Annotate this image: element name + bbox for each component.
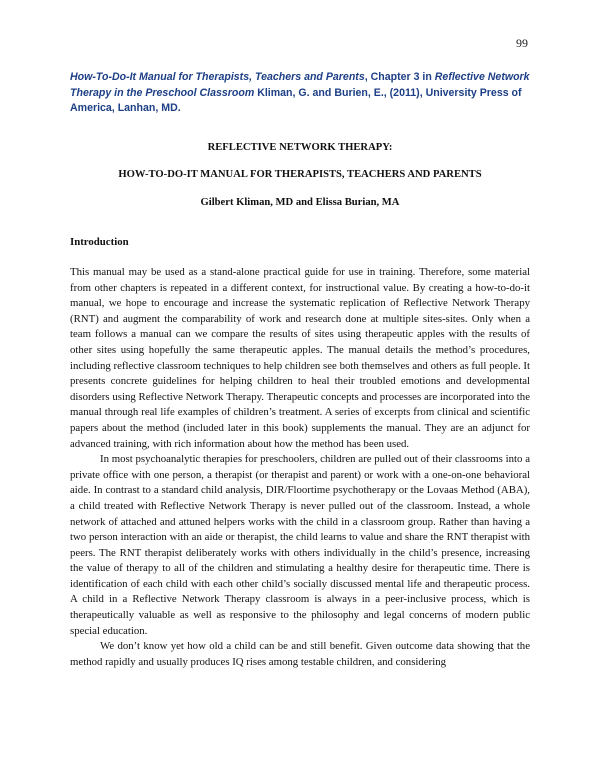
- authors: Gilbert Kliman, MD and Elissa Burian, MA: [200, 197, 400, 208]
- citation-chapter: , Chapter 3 in: [364, 71, 435, 83]
- title-line-2: HOW-TO-DO-IT MANUAL FOR THERAPISTS, TEACHERS AND PARENTS: [118, 169, 482, 180]
- citation-parent-book: Reflective Network Therapy in the Preschool Classroom: [70, 71, 530, 99]
- section-title: Introduction: [70, 236, 129, 248]
- paragraph-1: This manual may be used as a stand-alone practical guide for use in training. Therefore, some material from other chapters is repeated in a different context, for instructional value. By creating a how-to-do-it manual, we hope to encourage and increase the systematic replication of Reflective Network Therapy (RNT) and augment the comparability of work and research done at multiple sites-sites. Only when a team follows a manual can we compare the results of sites using therapeutic apples with the results of other sites using hopefully the same therapeutic apples. The manual details the method’s procedures, including reflective classroom techniques to help children see both themselves and others as full people. It presents concrete guidelines for helping children to heal their troubled emotions and developmental disorders using Reflective Network Therapy. Therapeutic concepts and processes are incorporated into the manual through real life examples of children’s treatment. A series of excerpts from clinical and scientific papers about the method (included later in this book) supplements the manual. They are an adjunct for advanced training, with rich information about how the method has been used.: [70, 266, 530, 450]
- paragraph-3: We don’t know yet how old a child can be and still benefit. Given outcome data showing that the method rapidly and usually produces IQ rises among testable children, and considering: [70, 640, 530, 668]
- title-line-1: REFLECTIVE NETWORK THERAPY:: [207, 142, 393, 153]
- citation-reference: Kliman, G. and Burien, E., (2011), University Press of America, Lanhan, MD.: [70, 86, 522, 114]
- page-number: 99: [516, 36, 528, 50]
- citation: [70, 70, 530, 117]
- body-text: [70, 265, 530, 670]
- citation-book-title: How-To-Do-It Manual for Therapists, Teachers and Parents: [70, 71, 365, 83]
- paragraph-2: In most psychoanalytic therapies for preschoolers, children are pulled out of their classrooms into a private office with one person, a therapist (or therapist and parent) or work with a one-on-one behavioral aide. In contrast to a standard child analysis, DIR/Floortime psychotherapy or the Lovaas Method (ABA), a child treated with Reflective Network Therapy is never pulled out of the classroom. Instead, a whole network of attached and attuned helpers works with the child in a classroom group. Rather than having a two person interaction with an aide or therapist, the child learns to value and share the RNT therapist with peers. The RNT therapist deliberately works with others individually in the child’s presence, increasing the value of therapy to all of the children and stimulating a healthy desire for therapeutic time. There is identification of each child with each other child’s socially discussed mental life and therapeutic process. A child in a Reflective Network Therapy classroom is always in a peer-inclusive process, which is therapeutically valuable as well as responsive to the philosophy and legal concerns of modern public special education.: [70, 453, 530, 637]
